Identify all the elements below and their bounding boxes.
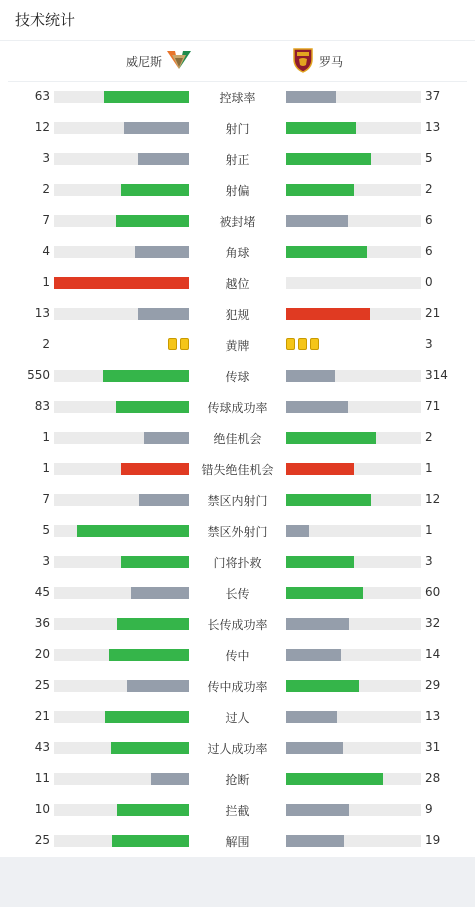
home-bar-track xyxy=(54,122,189,134)
home-bar-track xyxy=(54,215,189,227)
home-bar-fill xyxy=(112,835,189,847)
away-bar-fill xyxy=(286,742,343,754)
away-bar-fill xyxy=(286,215,348,227)
away-bar-fill xyxy=(286,835,344,847)
away-bar-track xyxy=(286,680,421,692)
home-value: 12 xyxy=(34,120,50,134)
home-value: 4 xyxy=(42,244,50,258)
home-bar-track xyxy=(54,494,189,506)
away-value: 21 xyxy=(425,306,441,320)
stat-label: 传球成功率 xyxy=(207,401,268,415)
away-bar-track xyxy=(286,711,421,723)
stat-row xyxy=(0,205,475,236)
away-value: 314 xyxy=(425,368,448,382)
stat-row xyxy=(0,391,475,422)
home-bar-track xyxy=(54,525,189,537)
away-bar-fill xyxy=(286,711,337,723)
away-bar-fill xyxy=(286,432,376,444)
away-value: 1 xyxy=(425,523,433,537)
away-bar-track xyxy=(286,277,421,289)
away-value: 12 xyxy=(425,492,441,506)
stat-label: 门将扑救 xyxy=(213,556,262,570)
home-bar-track xyxy=(54,742,189,754)
away-bar-fill xyxy=(286,246,367,258)
stat-row xyxy=(0,763,475,794)
away-bar-track xyxy=(286,401,421,413)
home-bar-fill xyxy=(121,463,189,475)
home-value: 7 xyxy=(42,213,50,227)
home-value: 3 xyxy=(42,151,50,165)
home-value: 1 xyxy=(42,461,50,475)
stat-row xyxy=(0,794,475,825)
away-bar-track xyxy=(286,122,421,134)
yellow-card-icon xyxy=(168,338,177,350)
away-bar-fill xyxy=(286,680,359,692)
away-value: 3 xyxy=(425,337,433,351)
home-bar-track xyxy=(54,184,189,196)
home-value: 1 xyxy=(42,430,50,444)
roma-crest-icon xyxy=(292,47,314,76)
home-bar-track xyxy=(54,835,189,847)
away-bar-fill xyxy=(286,649,341,661)
away-value: 13 xyxy=(425,120,441,134)
home-bar-fill xyxy=(77,525,189,537)
stat-row xyxy=(0,484,475,515)
home-bar-fill xyxy=(131,587,189,599)
stat-label: 射正 xyxy=(225,153,250,167)
away-value: 19 xyxy=(425,833,441,847)
away-bar-track xyxy=(286,432,421,444)
stat-label: 传中 xyxy=(225,649,250,663)
home-bar-track xyxy=(54,432,189,444)
away-value: 60 xyxy=(425,585,441,599)
stat-row xyxy=(0,112,475,143)
away-value: 9 xyxy=(425,802,433,816)
away-value: 0 xyxy=(425,275,433,289)
home-value: 10 xyxy=(34,802,50,816)
home-value: 20 xyxy=(34,647,50,661)
home-bar-track xyxy=(54,308,189,320)
home-bar-track xyxy=(54,246,189,258)
away-bar-track xyxy=(286,649,421,661)
home-bar-track xyxy=(54,711,189,723)
away-bar-fill xyxy=(286,184,354,196)
away-bar-fill xyxy=(286,122,356,134)
away-yellow-cards xyxy=(286,338,319,350)
away-value: 6 xyxy=(425,213,433,227)
home-bar-track xyxy=(54,587,189,599)
stat-row xyxy=(0,639,475,670)
home-value: 43 xyxy=(34,740,50,754)
away-bar-track xyxy=(286,215,421,227)
stat-label: 过人 xyxy=(225,711,250,725)
away-value: 2 xyxy=(425,182,433,196)
stats-list xyxy=(0,81,475,856)
away-value: 71 xyxy=(425,399,441,413)
away-bar-track xyxy=(286,184,421,196)
home-value: 25 xyxy=(34,678,50,692)
home-bar-track xyxy=(54,370,189,382)
away-bar-track xyxy=(286,587,421,599)
away-bar-fill xyxy=(286,308,370,320)
stat-label: 过人成功率 xyxy=(207,742,268,756)
stat-label: 长传成功率 xyxy=(207,618,268,632)
stat-row xyxy=(0,267,475,298)
home-bar-fill xyxy=(124,122,189,134)
home-value: 2 xyxy=(42,337,50,351)
home-value: 21 xyxy=(34,709,50,723)
home-bar-fill xyxy=(117,804,189,816)
home-bar-fill xyxy=(121,184,189,196)
stat-row xyxy=(0,236,475,267)
home-bar-track xyxy=(54,401,189,413)
stat-row xyxy=(0,515,475,546)
home-value: 83 xyxy=(34,399,50,413)
stat-row xyxy=(0,701,475,732)
away-bar-track xyxy=(286,525,421,537)
away-bar-fill xyxy=(286,370,335,382)
stat-label: 被封堵 xyxy=(219,215,256,229)
away-bar-fill xyxy=(286,153,371,165)
away-bar-fill xyxy=(286,463,354,475)
home-bar-track xyxy=(54,773,189,785)
stat-row xyxy=(0,81,475,112)
yellow-card-icon xyxy=(298,338,307,350)
stat-label: 解围 xyxy=(225,835,250,849)
home-bar-fill xyxy=(138,308,189,320)
away-team[interactable] xyxy=(292,41,343,81)
away-bar-track xyxy=(286,153,421,165)
away-bar-track xyxy=(286,835,421,847)
home-bar-track xyxy=(54,618,189,630)
home-bar-fill xyxy=(127,680,189,692)
home-bar-fill xyxy=(111,742,189,754)
home-bar-fill xyxy=(139,494,189,506)
away-value: 2 xyxy=(425,430,433,444)
away-value: 1 xyxy=(425,461,433,475)
stat-label: 越位 xyxy=(225,277,250,291)
away-value: 6 xyxy=(425,244,433,258)
stat-row xyxy=(0,298,475,329)
home-bar-fill xyxy=(117,618,189,630)
stat-row xyxy=(0,422,475,453)
home-value: 3 xyxy=(42,554,50,568)
home-team-name: 威尼斯 xyxy=(125,54,162,69)
home-bar-track xyxy=(54,91,189,103)
home-bar-fill xyxy=(105,711,189,723)
away-bar-track xyxy=(286,773,421,785)
home-bar-track xyxy=(54,680,189,692)
away-bar-fill xyxy=(286,804,349,816)
stat-label: 抢断 xyxy=(225,773,250,787)
home-value: 1 xyxy=(42,275,50,289)
yellow-card-icon xyxy=(310,338,319,350)
home-bar-fill xyxy=(104,91,189,103)
stat-label: 角球 xyxy=(225,246,250,260)
home-bar-fill xyxy=(103,370,189,382)
stat-row xyxy=(0,453,475,484)
home-value: 36 xyxy=(34,616,50,630)
away-bar-track xyxy=(286,494,421,506)
away-value: 3 xyxy=(425,554,433,568)
home-value: 45 xyxy=(34,585,50,599)
stat-row xyxy=(0,732,475,763)
home-bar-track xyxy=(54,463,189,475)
home-value: 5 xyxy=(42,523,50,537)
away-value: 31 xyxy=(425,740,441,754)
stat-row xyxy=(0,825,475,856)
home-bar-track xyxy=(54,277,189,289)
stat-label: 黄牌 xyxy=(225,339,250,353)
away-bar-track xyxy=(286,804,421,816)
away-team-name: 罗马 xyxy=(319,54,344,69)
home-bar-track xyxy=(54,804,189,816)
home-bar-track xyxy=(54,556,189,568)
away-bar-track xyxy=(286,742,421,754)
stat-label: 禁区外射门 xyxy=(207,525,268,539)
stat-label: 错失绝佳机会 xyxy=(201,463,274,477)
home-bar-fill xyxy=(116,401,189,413)
teams-header xyxy=(8,41,467,82)
away-bar-fill xyxy=(286,91,336,103)
venezia-crest-icon xyxy=(166,49,192,74)
stat-row xyxy=(0,360,475,391)
away-bar-track xyxy=(286,618,421,630)
home-value: 2 xyxy=(42,182,50,196)
stat-label: 绝佳机会 xyxy=(213,432,262,446)
away-bar-fill xyxy=(286,773,383,785)
away-value: 14 xyxy=(425,647,441,661)
home-bar-track xyxy=(54,153,189,165)
stat-label: 传球 xyxy=(225,370,250,384)
away-value: 28 xyxy=(425,771,441,785)
home-bar-fill xyxy=(121,556,189,568)
yellow-card-icon xyxy=(286,338,295,350)
away-bar-fill xyxy=(286,587,363,599)
stat-row xyxy=(0,577,475,608)
stat-label: 射门 xyxy=(225,122,250,136)
away-value: 32 xyxy=(425,616,441,630)
stat-row xyxy=(0,608,475,639)
away-bar-track xyxy=(286,556,421,568)
home-bar-fill xyxy=(151,773,189,785)
away-value: 13 xyxy=(425,709,441,723)
home-team[interactable] xyxy=(126,41,192,81)
home-yellow-cards xyxy=(168,338,189,350)
away-value: 37 xyxy=(425,89,441,103)
home-bar-fill xyxy=(135,246,189,258)
home-bar-fill xyxy=(109,649,189,661)
home-value: 13 xyxy=(34,306,50,320)
stat-label: 犯规 xyxy=(225,308,250,322)
home-value: 25 xyxy=(34,833,50,847)
panel-title: 技术统计 xyxy=(0,0,475,41)
home-bar-fill xyxy=(54,277,189,289)
stat-label: 传中成功率 xyxy=(207,680,268,694)
stat-label: 拦截 xyxy=(225,804,250,818)
stat-label: 长传 xyxy=(225,587,250,601)
home-value: 7 xyxy=(42,492,50,506)
home-bar-fill xyxy=(116,215,189,227)
stat-row xyxy=(0,329,475,360)
away-bar-fill xyxy=(286,401,348,413)
away-bar-fill xyxy=(286,494,371,506)
away-bar-track xyxy=(286,370,421,382)
home-value: 63 xyxy=(34,89,50,103)
away-bar-fill xyxy=(286,556,354,568)
stat-row xyxy=(0,670,475,701)
away-bar-track xyxy=(286,246,421,258)
away-value: 29 xyxy=(425,678,441,692)
away-value: 5 xyxy=(425,151,433,165)
stat-label: 射偏 xyxy=(225,184,250,198)
stat-row xyxy=(0,143,475,174)
stat-row xyxy=(0,174,475,205)
away-bar-fill xyxy=(286,525,309,537)
away-bar-track xyxy=(286,91,421,103)
yellow-card-icon xyxy=(180,338,189,350)
stat-label: 控球率 xyxy=(219,91,256,105)
home-bar-fill xyxy=(138,153,189,165)
home-bar-fill xyxy=(144,432,189,444)
away-bar-track xyxy=(286,463,421,475)
away-bar-fill xyxy=(286,618,349,630)
stat-row xyxy=(0,546,475,577)
home-bar-track xyxy=(54,649,189,661)
home-value: 550 xyxy=(27,368,50,382)
away-bar-track xyxy=(286,308,421,320)
stat-label: 禁区内射门 xyxy=(207,494,268,508)
home-value: 11 xyxy=(34,771,50,785)
